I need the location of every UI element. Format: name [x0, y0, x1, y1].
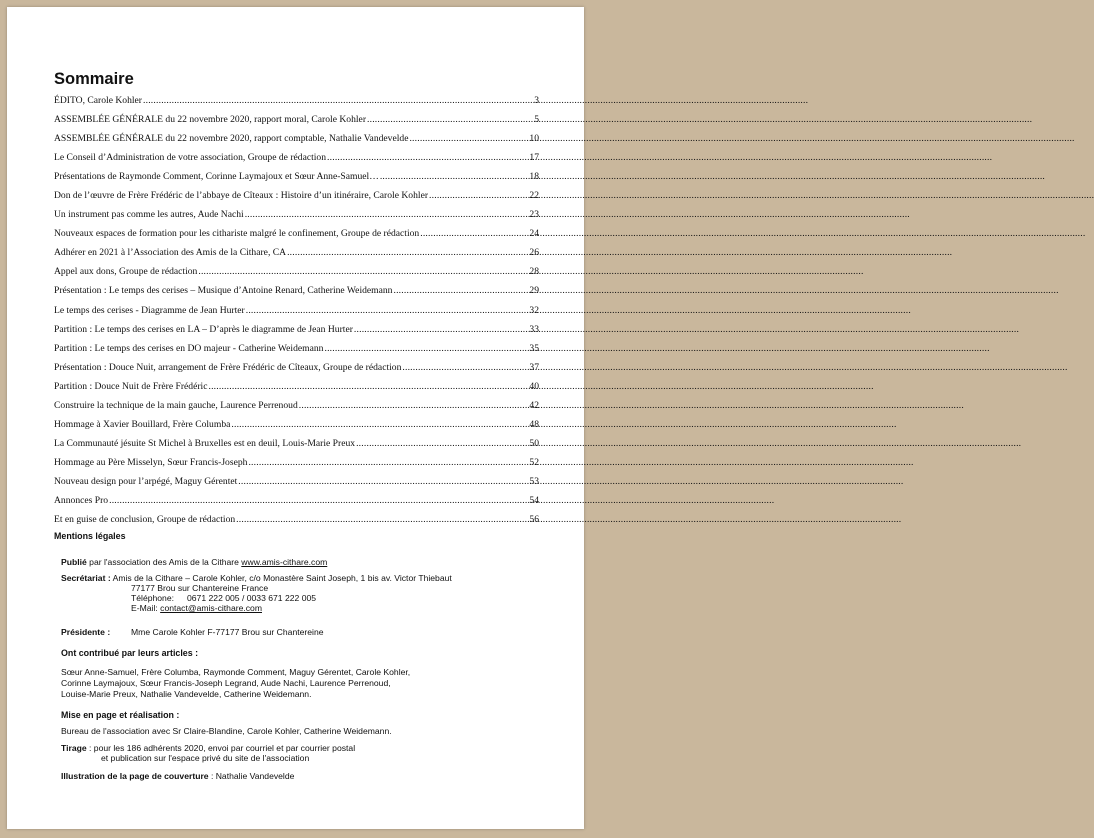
toc-entry-page: 53	[529, 475, 539, 487]
toc-entry-title: Annonces Pro	[54, 494, 109, 506]
secretariat-block	[61, 573, 551, 613]
toc-entry	[54, 339, 539, 358]
toc-entry-page: 35	[529, 342, 539, 354]
page-title: Sommaire	[54, 70, 134, 88]
print-run-text: : pour les 186 adhérents 2020, envoi par courriel et par courrier postal	[86, 743, 356, 753]
contributors-heading: Ont contribué par leurs articles :	[61, 648, 199, 658]
toc-entry	[54, 205, 539, 224]
published-by	[61, 557, 551, 567]
toc-leader-dots	[429, 186, 528, 205]
toc-entry	[54, 110, 539, 129]
president-label: Présidente :	[61, 627, 111, 637]
toc-entry-title: ASSEMBLÉE GÉNÉRALE du 22 novembre 2020, rapport moral, Carole Kohler	[54, 114, 367, 126]
toc-entry-title: Nouveaux espaces de formation pour les cithariste malgré le confinement, Groupe de rédaction	[54, 228, 420, 240]
toc-entry-title: Partition : Douce Nuit de Frère Frédéric	[54, 380, 208, 392]
toc-entry-title: Construire la technique de la main gauche, Laurence Perrenoud	[54, 399, 298, 411]
email-link[interactable]: contact@amis-cithare.com	[160, 603, 262, 613]
toc-entry-title: Hommage au Père Misselyn, Sœur Francis-Joseph	[54, 456, 248, 468]
toc-entry	[54, 224, 539, 243]
toc-leader-dots	[246, 301, 529, 320]
toc-entry	[54, 453, 539, 472]
toc-leader-dots	[327, 148, 528, 167]
toc-leader-dots	[248, 453, 528, 472]
toc-leader-dots	[393, 281, 528, 300]
contributors-line: Corinne Laymajoux, Sœur Francis-Joseph Legrand, Aude Nachi, Laurence Perrenoud,	[61, 677, 391, 688]
toc-entry-page: 52	[529, 456, 539, 468]
published-label: Publié	[61, 557, 87, 567]
document-page	[7, 7, 584, 829]
secretariat-address: Amis de la Cithare – Carole Kohler, c/o Monastère Saint Joseph, 1 bis av. Victor Thiebaut	[112, 573, 452, 583]
toc-entry-page: 42	[529, 399, 539, 411]
toc-entry-title: Adhérer en 2021 à l’Association des Amis de la Cithare, CA	[54, 247, 287, 259]
published-text: par l'association des Amis de la Cithare	[86, 557, 242, 567]
toc-leader-dots	[208, 377, 528, 396]
toc-entry-title: ÉDITO, Carole Kohler	[54, 95, 143, 106]
toc-entry	[54, 472, 539, 491]
toc-entry	[54, 320, 539, 339]
layout-heading: Mise en page et réalisation :	[61, 710, 180, 720]
toc-entry-page: 28	[529, 266, 539, 278]
toc-entry-title: Don de l’œuvre de Frère Frédéric de l’abbaye de Cîteaux : Histoire d’un itinéraire, Carole Kohler	[54, 190, 429, 202]
telephone-value: 0671 222 005 / 0033 671 222 005	[187, 593, 317, 603]
toc-entry-title: La Communauté jésuite St Michel à Bruxelles est en deuil, Louis-Marie Preux	[54, 437, 356, 449]
toc-entry-title: Un instrument pas comme les autres, Aude Nachi	[54, 209, 244, 221]
toc-entry-page: 17	[529, 152, 539, 164]
toc-entry	[54, 415, 539, 434]
table-of-contents	[54, 91, 539, 529]
toc-entry-page: 29	[529, 285, 539, 297]
toc-leader-dots	[356, 434, 528, 453]
toc-entry-title: Appel aux dons, Groupe de rédaction	[54, 266, 198, 278]
toc-entry-title: Partition : Le temps des cerises en DO majeur - Catherine Weidemann	[54, 342, 324, 354]
toc-entry-page: 23	[529, 209, 539, 221]
legal-heading: Mentions légales	[54, 531, 126, 541]
secretariat-label: Secrétariat :	[61, 573, 111, 583]
toc-entry-title: Le temps des cerises - Diagramme de Jean Hurter	[54, 304, 245, 316]
toc-leader-dots	[380, 167, 529, 186]
toc-entry	[54, 129, 539, 148]
toc-leader-dots	[354, 320, 529, 339]
contributors-line: Louise-Marie Preux, Nathalie Vandevelde, Catherine Weidemann.	[61, 688, 312, 699]
toc-entry-title: Présentation : Le temps des cerises – Musique d’Antoine Renard, Catherine Weidemann	[54, 285, 393, 297]
layout-credits: Bureau de l'association avec Sr Claire-Blandine, Carole Kohler, Catherine Weidemann.	[61, 726, 392, 736]
toc-leader-dots	[299, 396, 529, 415]
toc-entry	[54, 358, 539, 377]
toc-entry	[54, 243, 539, 262]
toc-leader-dots	[236, 510, 528, 529]
toc-leader-dots	[402, 358, 528, 377]
toc-entry	[54, 91, 539, 110]
toc-leader-dots	[324, 339, 528, 358]
toc-entry-page: 37	[529, 361, 539, 373]
toc-entry	[54, 148, 539, 167]
toc-entry-title: Nouveau design pour l’arpégé, Maguy Gérentet	[54, 475, 238, 487]
toc-leader-dots	[420, 224, 528, 243]
toc-entry-title: Présentations de Raymonde Comment, Corinne Laymajoux et Sœur Anne-Samuel…	[54, 171, 379, 183]
telephone-label: Téléphone:	[131, 593, 175, 603]
toc-entry-page: 50	[529, 437, 539, 449]
toc-entry-page: 32	[529, 304, 539, 316]
toc-entry-page: 33	[529, 323, 539, 335]
toc-entry	[54, 167, 539, 186]
toc-entry	[54, 434, 539, 453]
toc-entry	[54, 491, 539, 510]
toc-leader-dots	[231, 415, 528, 434]
toc-leader-dots	[245, 205, 529, 224]
toc-entry-page: 3	[534, 95, 539, 106]
cover-illustration-value: : Nathalie Vandevelde	[208, 771, 295, 781]
toc-entry-title: Partition : Le temps des cerises en LA – D’après le diagramme de Jean Hurter	[54, 323, 353, 335]
contributors-list	[61, 667, 551, 699]
president-row	[61, 627, 551, 637]
toc-leader-dots	[198, 262, 528, 281]
secretariat-city: 77177 Brou sur Chantereine France	[131, 583, 269, 593]
toc-leader-dots	[287, 243, 528, 262]
toc-entry	[54, 377, 539, 396]
toc-leader-dots	[143, 91, 533, 110]
toc-leader-dots	[367, 110, 533, 129]
toc-leader-dots	[409, 129, 528, 148]
toc-entry	[54, 510, 539, 529]
toc-entry-page: 10	[529, 133, 539, 145]
toc-entry-title: Le Conseil d’Administration de votre association, Groupe de rédaction	[54, 152, 327, 164]
toc-entry-page: 5	[534, 114, 539, 126]
president-value: Mme Carole Kohler F-77177 Brou sur Chantereine	[131, 627, 324, 637]
cover-illustration-label: Illustration de la page de couverture	[61, 771, 209, 781]
toc-leader-dots	[109, 491, 528, 510]
toc-entry-title: Hommage à Xavier Bouillard, Frère Columba	[54, 418, 231, 430]
toc-entry	[54, 396, 539, 415]
email-label: E-Mail:	[131, 603, 161, 613]
print-run-text-2: et publication sur l'espace privé du site de l'association	[101, 753, 310, 764]
website-link[interactable]: www.amis-cithare.com	[241, 557, 328, 567]
toc-entry-page: 18	[529, 171, 539, 183]
toc-entry	[54, 186, 539, 205]
toc-entry-page: 26	[529, 247, 539, 259]
toc-entry-title: Présentation : Douce Nuit, arrangement de Frère Frédéric de Cîteaux, Groupe de rédaction	[54, 361, 402, 373]
toc-entry	[54, 301, 539, 320]
toc-entry-page: 56	[529, 514, 539, 526]
toc-entry-page: 40	[529, 380, 539, 392]
toc-leader-dots	[238, 472, 528, 491]
contributors-line: Sœur Anne-Samuel, Frère Columba, Raymonde Comment, Maguy Gérentet, Carole Kohler,	[61, 667, 411, 677]
toc-entry-page: 48	[529, 418, 539, 430]
toc-entry-title: Et en guise de conclusion, Groupe de rédaction	[54, 514, 236, 526]
print-run	[61, 743, 551, 764]
toc-entry	[54, 262, 539, 281]
toc-entry-page: 54	[529, 494, 539, 506]
toc-entry	[54, 281, 539, 300]
print-run-label: Tirage	[61, 743, 87, 753]
toc-entry-page: 22	[529, 190, 539, 202]
cover-illustration	[61, 771, 551, 781]
toc-entry-page: 24	[529, 228, 539, 240]
toc-entry-title: ASSEMBLÉE GÉNÉRALE du 22 novembre 2020, rapport comptable, Nathalie Vandevelde	[54, 133, 409, 145]
